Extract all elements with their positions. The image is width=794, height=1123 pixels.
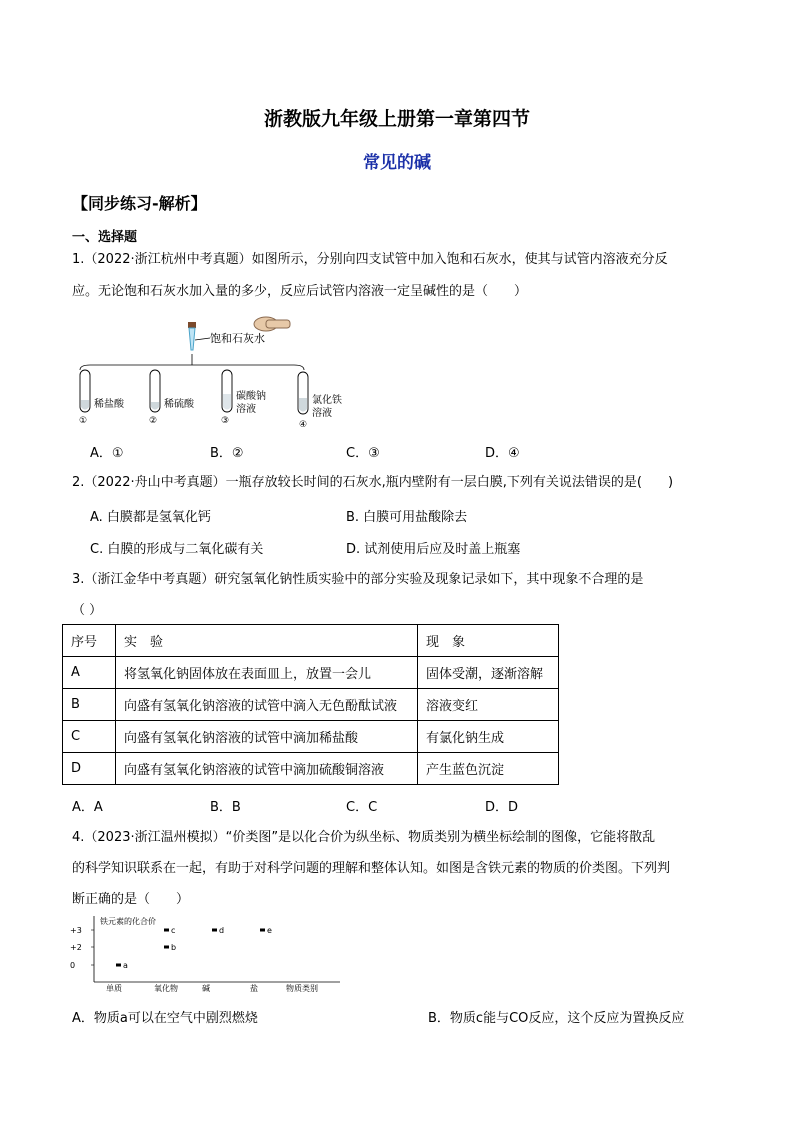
tube-num-1: ① (79, 416, 88, 426)
q4-option-b: B．物质c能与CO反应，这个反应为置换反应 (428, 1011, 685, 1026)
chart-point-label: c (171, 926, 176, 935)
table-cell: 溶液变红 (418, 689, 559, 721)
q2-option-a: A. 白膜都是氢氧化钙 (90, 510, 211, 525)
table-row (63, 753, 559, 785)
table-cell: D (63, 753, 116, 785)
test-tube-icon (150, 370, 160, 412)
x-tick-label: 氧化物 (154, 984, 178, 993)
table-cell: 向盛有氢氧化钠溶液的试管中滴加硫酸铜溶液 (116, 753, 418, 785)
q3-option-c: C．C (346, 800, 378, 815)
tube-label-2: 稀硫酸 (164, 399, 194, 410)
table-cell: 向盛有氢氧化钠溶液的试管中滴加稀盐酸 (116, 721, 418, 753)
x-tick-label: 盐 (250, 984, 258, 993)
tube-label-4a: 氯化铁 (312, 395, 342, 406)
tube-label-4b: 溶液 (312, 408, 332, 419)
test-tube-icon (298, 372, 308, 414)
q4-line2: 的科学知识联系在一起，有助于对科学问题的理解和整体认知。如图是含铁元素的物质的价类图。下列判 (72, 861, 671, 876)
chart-point-label: d (219, 926, 225, 935)
q1-figure (70, 310, 350, 430)
tube-num-3: ③ (221, 416, 230, 426)
valence-class-chart (60, 912, 360, 994)
chart-point-label: a (123, 961, 128, 970)
table-header-cell: 实 验 (116, 625, 418, 657)
q1-option-b: B．② (210, 446, 244, 461)
q1-option-d: D．④ (485, 446, 520, 461)
q3-option-b: B．B (210, 800, 241, 815)
q1-option-c: C．③ (346, 446, 380, 461)
tube-label-3a: 碳酸钠 (236, 391, 266, 402)
q1-line1: 1.（2022·浙江杭州中考真题）如图所示，分别向四支试管中加入饱和石灰水，使其与试管内溶液充分反 (72, 252, 668, 267)
table-cell: 向盛有氢氧化钠溶液的试管中滴入无色酚酞试液 (116, 689, 418, 721)
chart-point-c (164, 929, 169, 932)
subsection-label: 一、选择题 (72, 230, 138, 245)
chart-point-d (212, 929, 217, 932)
table-row (63, 721, 559, 753)
tube-num-4: ④ (299, 420, 308, 430)
y-tick-label: 0 (70, 961, 76, 970)
tube-num-2: ② (149, 416, 158, 426)
dropper-label: 饱和石灰水 (210, 332, 265, 345)
experiment-table (62, 624, 559, 785)
q1-option-a: A．① (90, 446, 124, 461)
q1-line2: 应。无论饱和石灰水加入量的多少，反应后试管内溶液一定呈碱性的是（ ） (72, 284, 528, 299)
q2-line1: 2.（2022·舟山中考真题）一瓶存放较长时间的石灰水,瓶内壁附有一层白膜,下列有关说法错误的是( ) (72, 475, 674, 490)
y-tick-label: +3 (70, 926, 82, 935)
q2-option-b: B. 白膜可用盐酸除去 (346, 510, 468, 525)
q4-option-a: A．物质a可以在空气中剧烈燃烧 (72, 1011, 258, 1026)
x-tick-label: 单质 (106, 984, 122, 993)
table-cell: B (63, 689, 116, 721)
table-cell: 产生蓝色沉淀 (418, 753, 559, 785)
q4-line3: 断正确的是（ ） (72, 892, 190, 907)
q3-option-d: D．D (485, 800, 519, 815)
x-tick-label: 碱 (202, 984, 210, 993)
q3-line1: 3.（浙江金华中考真题）研究氢氧化钠性质实验中的部分实验及现象记录如下，其中现象不合理的是 (72, 572, 644, 587)
chart-xlabel: 物质类别 (286, 984, 318, 993)
q3-option-a: A．A (72, 800, 103, 815)
y-tick-label: +2 (70, 943, 82, 952)
table-cell: 固体受潮，逐渐溶解 (418, 657, 559, 689)
chart-ylabel: 铁元素的化合价 (100, 917, 156, 926)
page-title: 浙教版九年级上册第一章第四节 (263, 108, 530, 130)
chart-point-label: e (267, 926, 272, 935)
tube-label-3b: 溶液 (236, 404, 256, 415)
table-row (63, 689, 559, 721)
chart-point-a (116, 964, 121, 967)
q2-option-c: C. 白膜的形成与二氧化碳有关 (90, 542, 264, 557)
table-cell: C (63, 721, 116, 753)
table-header-cell: 序号 (63, 625, 116, 657)
table-cell: 将氢氧化钠固体放在表面皿上，放置一会儿 (116, 657, 418, 689)
table-row (63, 657, 559, 689)
chart-point-label: b (171, 943, 177, 952)
q4-line1: 4.（2023·浙江温州模拟）“价类图”是以化合价为纵坐标、物质类别为横坐标绘制的图像，它能将散乱 (72, 830, 656, 845)
table-header-row (63, 625, 559, 657)
section-label: 【同步练习-解析】 (72, 194, 207, 213)
chart-point-b (164, 946, 169, 949)
table-cell: 有氯化钠生成 (418, 721, 559, 753)
test-tube-icon (80, 370, 90, 412)
q3-line2: （ ） (72, 603, 103, 618)
table-header-cell: 现 象 (418, 625, 559, 657)
test-tube-icon (222, 370, 232, 412)
table-cell: A (63, 657, 116, 689)
q2-option-d: D. 试剂使用后应及时盖上瓶塞 (346, 542, 521, 557)
tube-label-1: 稀盐酸 (94, 399, 124, 410)
chart-point-e (260, 929, 265, 932)
page-subtitle: 常见的碱 (363, 153, 431, 173)
